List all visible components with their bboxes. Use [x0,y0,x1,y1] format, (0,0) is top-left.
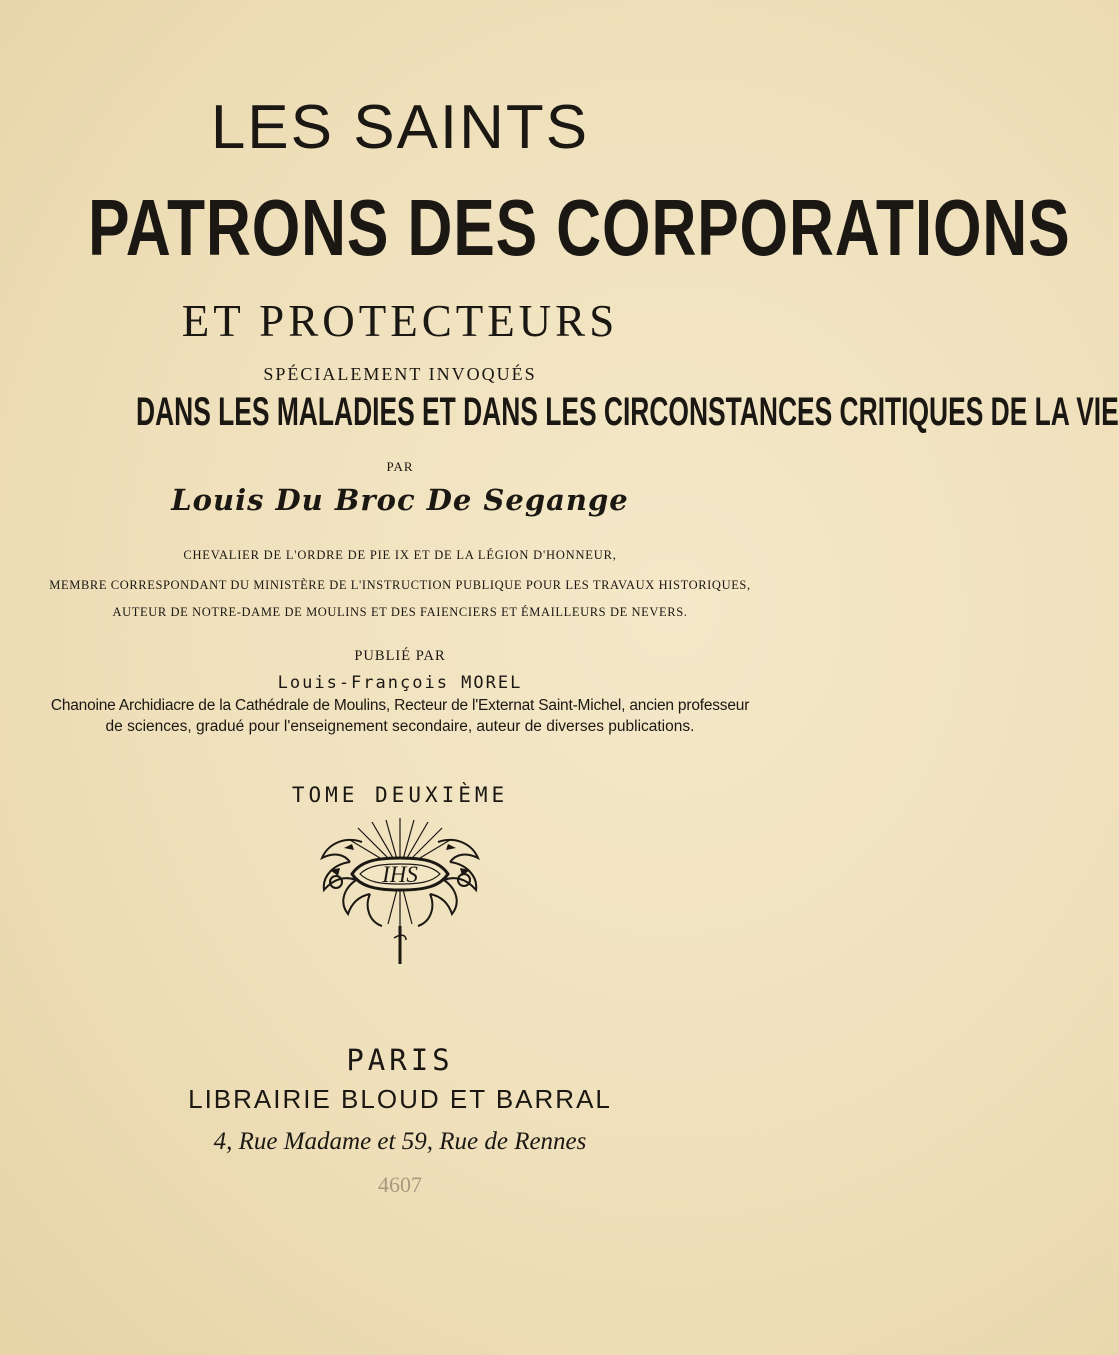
volume-label: TOME DEUXIÈME [291,783,509,807]
editor-description-1: Chanoine Archidiacre de la Cathédrale de Moulins, Recteur de l'Externat Saint-Michel, ancien professeur [50,697,750,714]
title-line-4: SPÉCIALEMENT INVOQUÉS [263,364,537,384]
author-title-1: CHEVALIER DE L'ORDRE DE PIE IX ET DE LA LÉGION D'HONNEUR, [183,548,617,562]
publisher-city: PARIS [346,1043,454,1077]
editor-description-2: de sciences, gradué pour l'enseignement secondaire, auteur de diverses publications. [105,718,695,735]
ihs-emblem-icon [300,818,500,968]
library-shelfmark-stamp [376,1168,424,1200]
publie-par-label: PUBLIÉ PAR [354,648,446,664]
author-name: Louis Du Broc De Segange [171,483,629,517]
ihs-monogram: IHS [382,862,418,887]
title-line-3: ET PROTECTEURS [181,296,619,346]
par-label: PAR [386,459,414,474]
publisher-address: 4, Rue Madame et 59, Rue de Rennes [213,1128,587,1155]
publisher-name: LIBRAIRIE BLOUD ET BARRAL [188,1084,612,1114]
title-line-5: DANS LES MALADIES ET DANS LES CIRCONSTANCES CRITIQUES DE LA VIE [136,390,1119,434]
shelfmark-text: 4607 [378,1172,422,1197]
title-line-1: LES SAINTS [210,93,590,162]
editor-name: Louis-François MOREL [277,673,523,693]
author-title-2: MEMBRE CORRESPONDANT DU MINISTÈRE DE L'INSTRUCTION PUBLIQUE POUR LES TRAVAUX HISTORIQUES, [49,578,751,592]
title-line-2: PATRONS DES CORPORATIONS [88,183,1071,272]
author-title-3: AUTEUR DE NOTRE-DAME DE MOULINS ET DES FAIENCIERS ET ÉMAILLEURS DE NEVERS. [112,605,688,619]
